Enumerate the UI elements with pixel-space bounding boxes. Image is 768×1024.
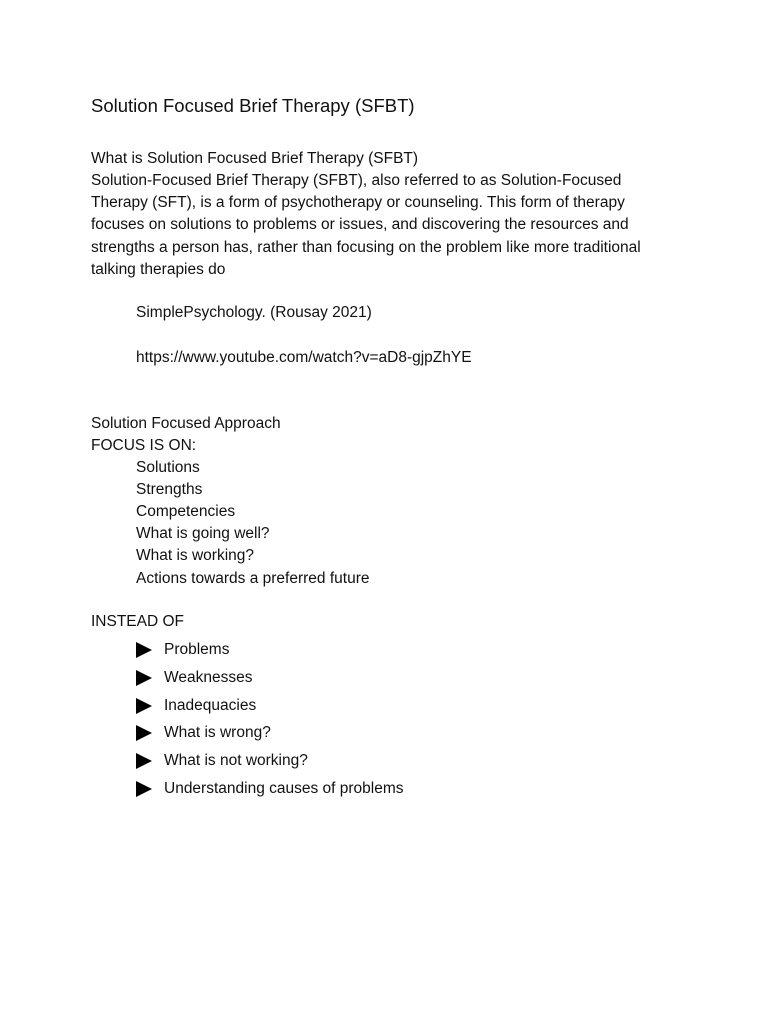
approach-heading: Solution Focused Approach [91,415,281,432]
focus-item: Actions towards a preferred future [136,570,370,587]
right-triangle-arrow-icon [136,670,152,686]
instead-item-label: What is wrong? [164,724,271,741]
instead-item-label: Problems [164,641,230,658]
instead-heading: INSTEAD OF [91,613,185,630]
instead-item-label: Weaknesses [164,669,253,686]
focus-heading: FOCUS IS ON: [91,437,197,454]
right-triangle-arrow-icon [136,753,152,769]
instead-item-label: What is not working? [164,752,308,769]
right-triangle-arrow-icon [136,642,152,658]
focus-item: Competencies [136,503,236,520]
video-link[interactable]: https://www.youtube.com/watch?v=aD8-gjpZhYE [136,349,472,366]
focus-item: Strengths [136,481,203,498]
focus-item: Solutions [136,459,200,476]
right-triangle-arrow-icon [136,698,152,714]
document-title: Solution Focused Brief Therapy (SFBT) [91,95,415,116]
definition-paragraph: Solution-Focused Brief Therapy (SFBT), also referred to as Solution-Focused Therapy (SFT), is a form of psychotherapy or counseling. This form of therapy focuses on solutions to problems or issues, and discovering the resources and strengths a person has, rather than focusing on the problem like more traditional talking therapies do [91,172,641,278]
focus-item: What is going well? [136,525,270,542]
citation: SimplePsychology. (Rousay 2021) [136,304,372,321]
instead-item-label: Inadequacies [164,697,257,714]
section-question: What is Solution Focused Brief Therapy (SFBT) [91,150,419,167]
instead-item-label: Understanding causes of problems [164,780,404,797]
right-triangle-arrow-icon [136,781,152,797]
right-triangle-arrow-icon [136,725,152,741]
focus-item: What is working? [136,547,255,564]
